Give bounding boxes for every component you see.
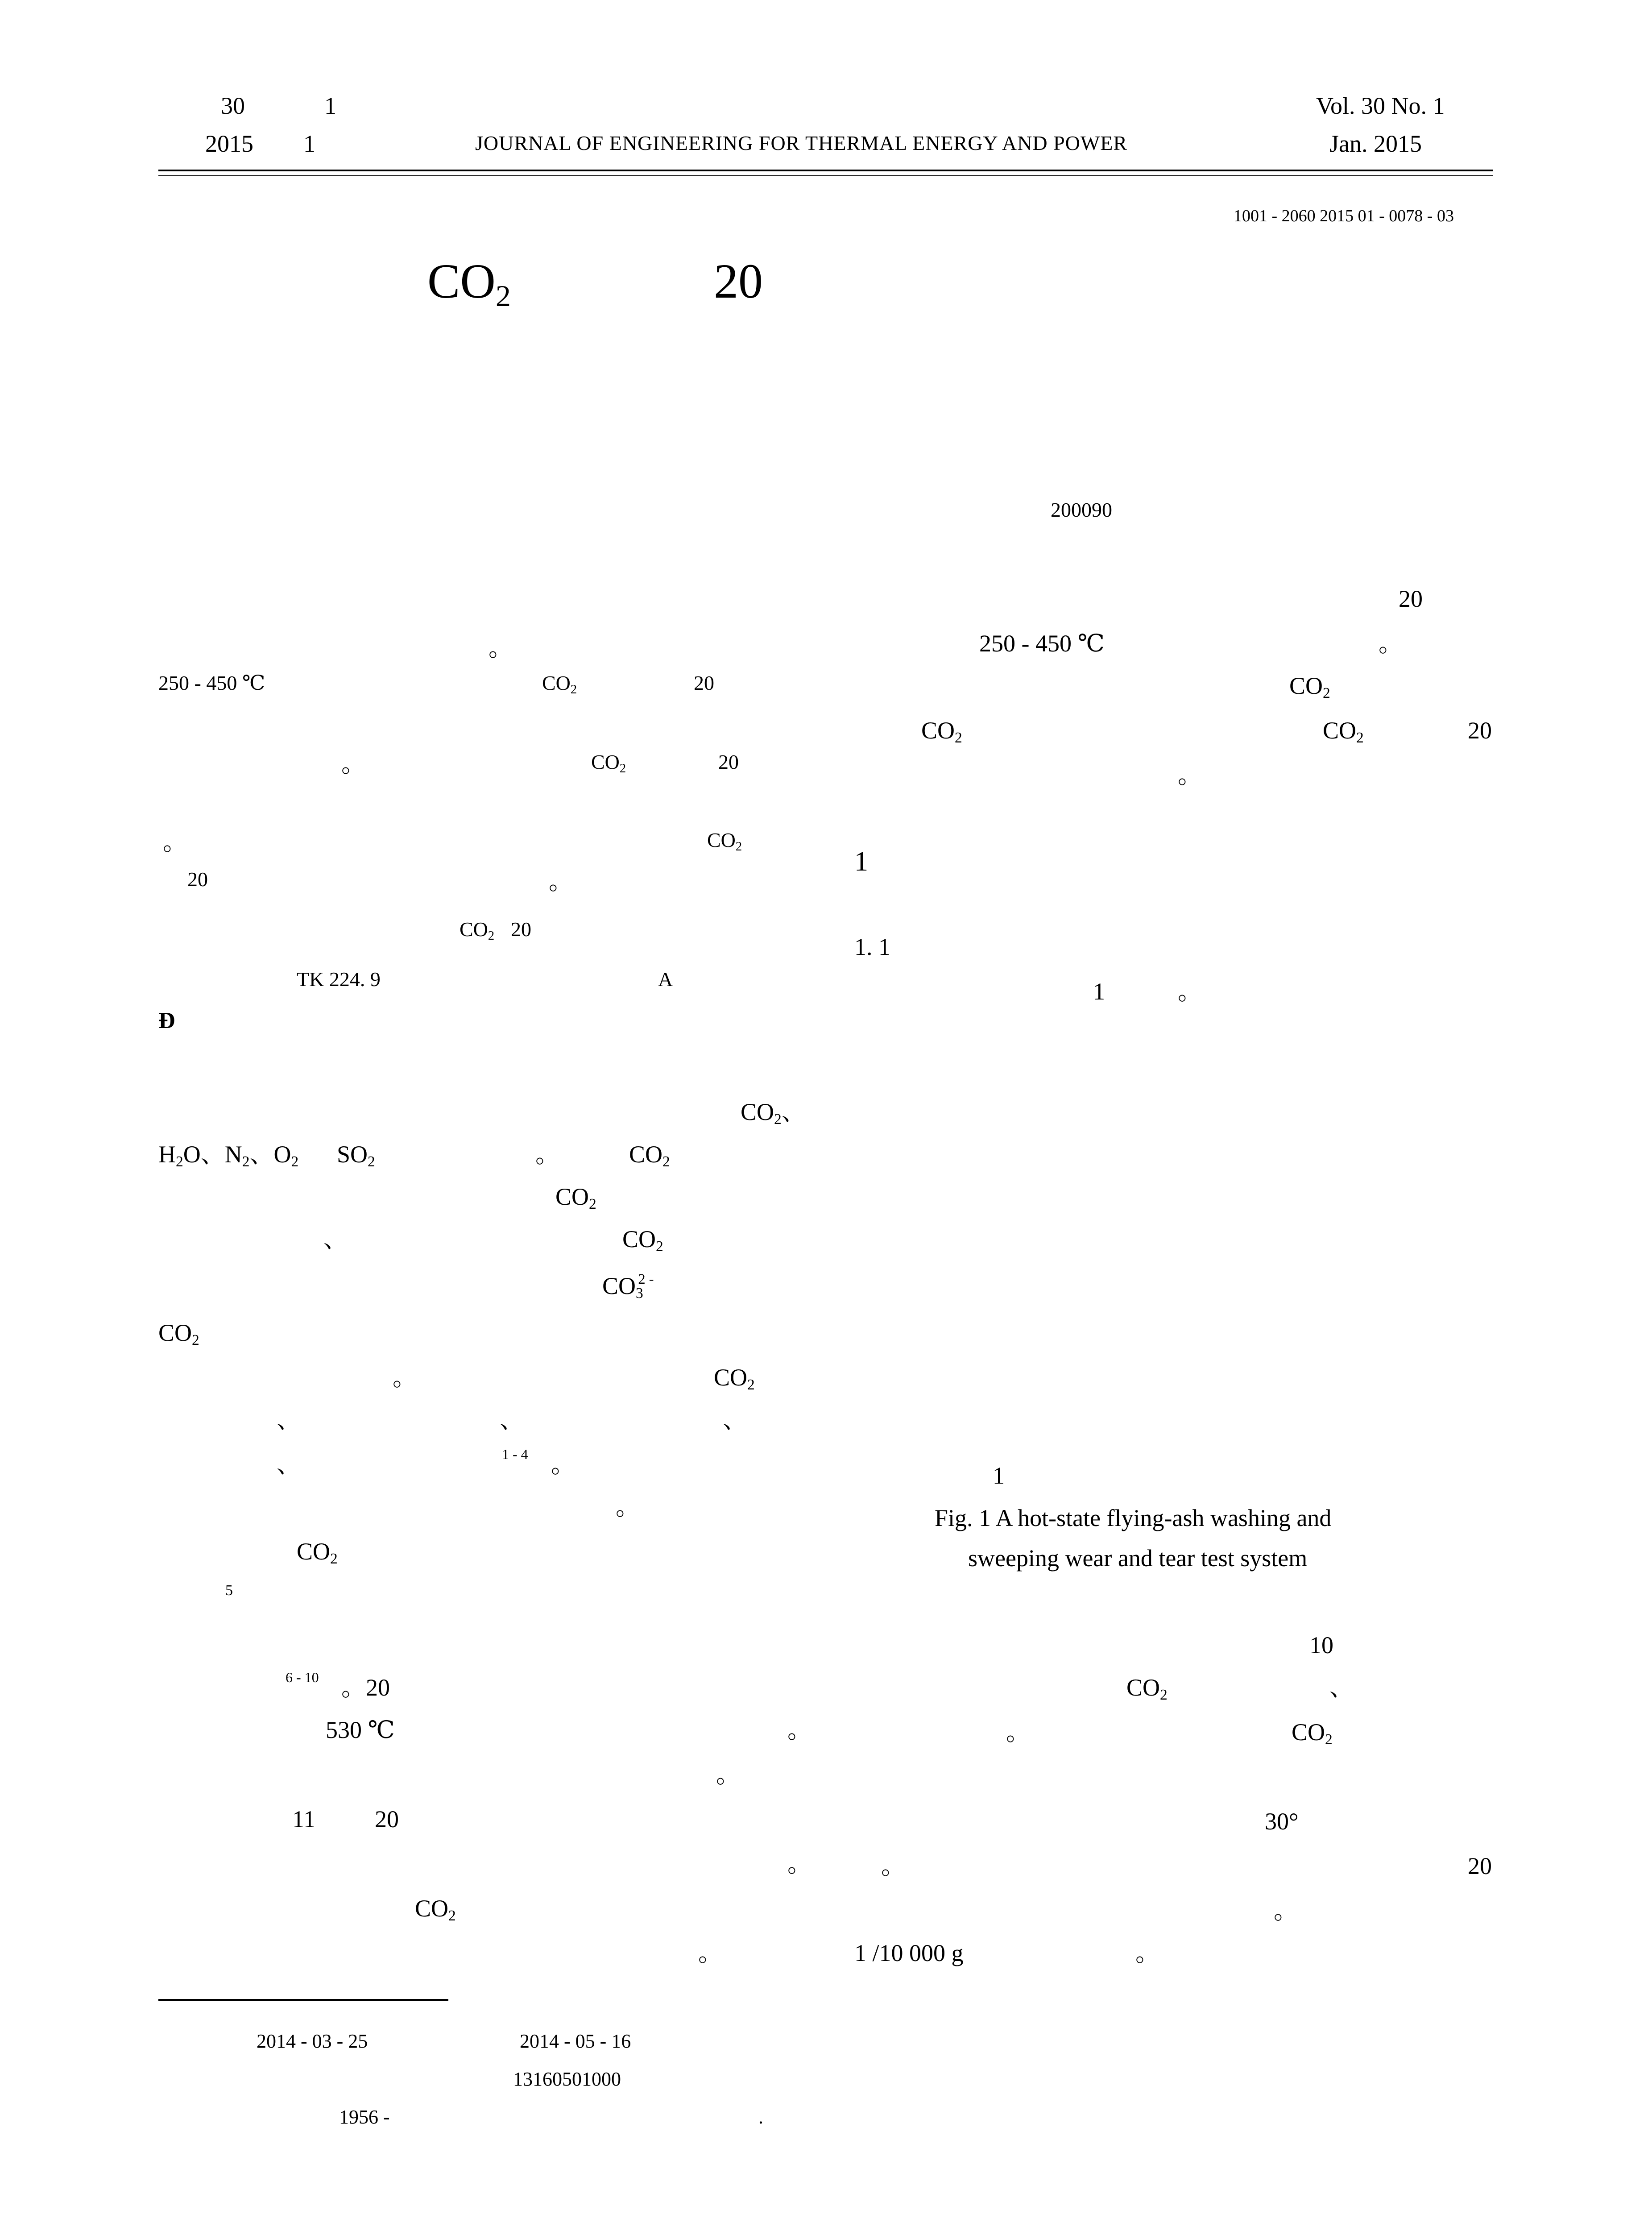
intro-dot: 。 <box>341 1674 365 1701</box>
header-volume-cn: 30 <box>221 92 245 119</box>
footnote-rule <box>158 1999 448 2001</box>
right-dot: 。 <box>1135 1940 1159 1966</box>
intro-dot: 。 <box>535 1141 559 1168</box>
right-co2: CO2 <box>1126 1674 1168 1704</box>
intro-dot: 。 <box>787 1850 812 1877</box>
intro-separator: 、 <box>500 1406 524 1433</box>
intro-dot: 。 <box>787 1717 812 1743</box>
stray-mark: Ð <box>158 1008 175 1033</box>
header-rule-top <box>158 170 1493 171</box>
journal-name: JOURNAL OF ENGINEERING FOR THERMAL ENERGY AND POWER <box>475 132 1128 154</box>
classification-code: TK 224. 9 <box>297 968 381 991</box>
intro-number: 11 <box>292 1806 315 1833</box>
intro-number: 20 <box>375 1806 399 1833</box>
intro-dot: 。 <box>616 1493 640 1520</box>
abstract-dot: 。 <box>549 868 573 895</box>
right-dot: 。 <box>881 1853 905 1879</box>
article-id: 1001 - 2060 2015 01 - 0078 - 03 <box>1234 207 1454 225</box>
intro-carbonate: $CO3^{2 -}$ <box>602 1271 654 1302</box>
abstract-co2: CO2 <box>591 751 626 775</box>
right-temperature: 250 - 450 ℃ <box>979 630 1105 657</box>
header-volume-en: Vol. 30 No. 1 <box>1316 92 1445 119</box>
right-number: 20 <box>1468 717 1492 744</box>
intro-co2: CO2 <box>622 1226 663 1255</box>
right-co2: CO2 <box>1289 672 1330 702</box>
abstract-number: 20 <box>187 868 208 891</box>
document-code: A <box>658 968 673 991</box>
intro-separator: 、 <box>277 1451 301 1478</box>
title-number: 20 <box>714 254 763 308</box>
received-date: 2014 - 03 - 25 <box>257 2030 368 2052</box>
revised-date: 2014 - 05 - 16 <box>520 2030 631 2052</box>
intro-co2: CO2 <box>297 1538 338 1568</box>
intro-so2: SO2 <box>337 1141 375 1170</box>
footnote-dot: . <box>758 2106 763 2128</box>
intro-dot: 。 <box>393 1364 417 1391</box>
header-month-cn: 1 <box>303 130 315 157</box>
section-heading-1: 1 <box>854 846 868 877</box>
section-heading-1-1: 1. 1 <box>854 933 890 960</box>
intro-co2: CO2 <box>629 1141 670 1170</box>
author-birth-year: 1956 - <box>339 2106 390 2128</box>
intro-separator: 、 <box>723 1406 747 1433</box>
abstract-co2: CO2 <box>542 672 577 697</box>
intro-gas-list: H2O、N2、O2 <box>158 1141 299 1170</box>
figure-caption-line-1: Fig. 1 A hot-state flying-ash washing and <box>935 1505 1332 1531</box>
affiliation-postcode: 200090 <box>1051 498 1112 521</box>
figure-1-area <box>932 1026 1495 1455</box>
intro-co2: CO2 <box>415 1895 456 1924</box>
keywords-number: 20 <box>511 918 531 941</box>
abstract-dot: 。 <box>489 634 513 661</box>
header-date-en: Jan. 2015 <box>1329 130 1422 157</box>
abstract-number: 20 <box>694 672 714 694</box>
intro-co2: CO2 <box>555 1183 596 1213</box>
intro-co2: CO2、 <box>741 1099 806 1128</box>
right-dot: 。 <box>1006 1719 1030 1746</box>
figure-number: 1 <box>993 1462 1005 1489</box>
right-number: 20 <box>1468 1853 1492 1879</box>
intro-separator: 、 <box>277 1406 301 1433</box>
right-dot: 。 <box>1178 762 1202 788</box>
right-separator: 、 <box>1329 1674 1354 1701</box>
abstract-co2: CO2 <box>707 829 742 854</box>
right-co2: CO2 <box>1292 1719 1333 1748</box>
right-number: 10 <box>1309 1632 1333 1659</box>
abstract-dot: 。 <box>163 829 187 855</box>
header-issue-cn: 1 <box>324 92 336 119</box>
right-angle: 30° <box>1265 1808 1299 1835</box>
right-co2: CO2 <box>921 717 962 746</box>
article-title: CO2 <box>427 254 511 313</box>
keywords-co2: CO2 <box>460 918 495 943</box>
intro-co2: CO2 <box>714 1364 755 1393</box>
right-dot: 。 <box>1178 978 1202 1005</box>
intro-number: 20 <box>366 1674 390 1701</box>
right-dot: 。 <box>1274 1897 1298 1924</box>
right-dot: 。 <box>1379 630 1403 657</box>
fund-number: 13160501000 <box>513 2068 621 2090</box>
abstract-dot: 。 <box>341 751 365 777</box>
abstract-temp: 250 - 450 ℃ <box>158 672 265 694</box>
intro-ref: 1 - 4 <box>502 1446 528 1462</box>
intro-ref: 5 <box>225 1582 233 1599</box>
intro-co2: CO2 <box>158 1319 199 1349</box>
header-rule-bottom <box>158 175 1493 176</box>
intro-dot: 。 <box>551 1451 575 1478</box>
intro-dot: 。 <box>716 1761 740 1788</box>
abstract-number: 20 <box>718 751 739 773</box>
header-year-cn: 2015 <box>205 130 253 157</box>
intro-ref: 6 - 10 <box>286 1669 319 1685</box>
figure-caption-line-2: sweeping wear and tear test system <box>968 1545 1308 1572</box>
intro-dot: 。 <box>698 1940 722 1966</box>
intro-temperature: 530 ℃ <box>326 1717 395 1743</box>
right-co2: CO2 <box>1323 717 1364 746</box>
balance-precision: 1 /10 000 g <box>854 1940 964 1966</box>
right-number: 20 <box>1399 585 1423 612</box>
intro-separator: 、 <box>323 1226 348 1252</box>
figure-reference: 1 <box>1093 978 1105 1005</box>
